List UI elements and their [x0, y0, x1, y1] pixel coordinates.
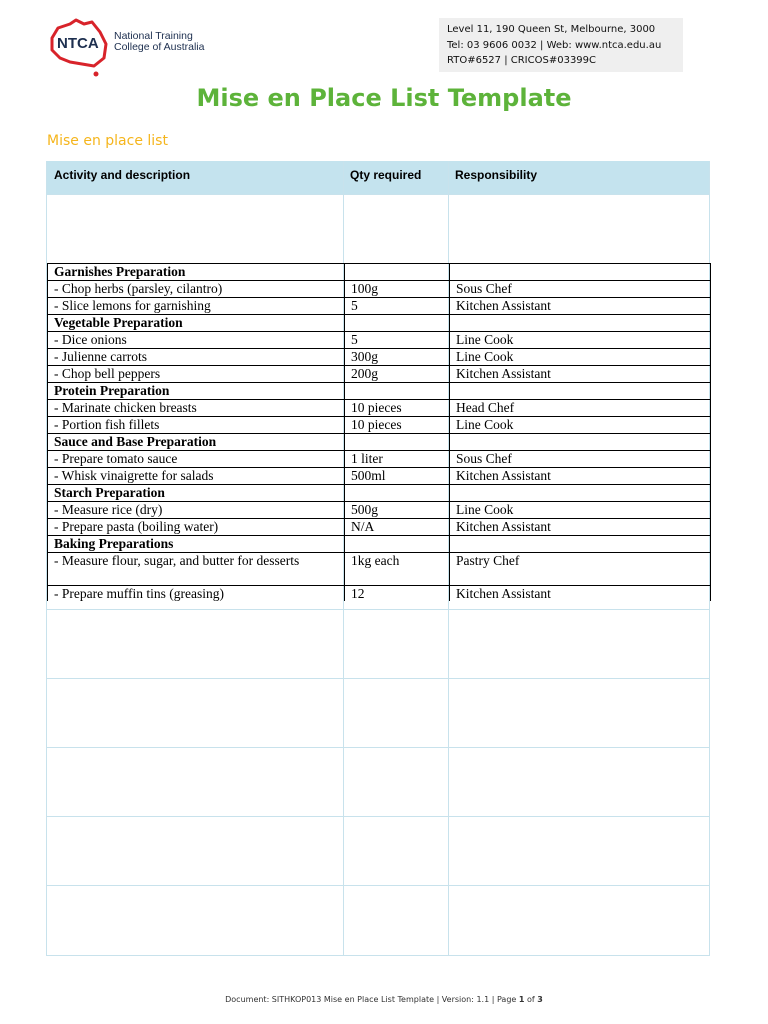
responsibility-cell: Kitchen Assistant — [450, 519, 711, 536]
address-line-3: RTO#6527 | CRICOS#03399C — [447, 55, 597, 66]
qty-cell: 200g — [345, 366, 450, 383]
activity-cell: - Prepare pasta (boiling water) — [48, 519, 345, 536]
responsibility-cell: Line Cook — [450, 417, 711, 434]
footer-page-word: Page — [496, 995, 517, 1004]
table-row — [48, 417, 711, 434]
qty-cell: 300g — [345, 349, 450, 366]
qty-cell: 5 — [345, 298, 450, 315]
responsibility-cell — [450, 536, 711, 553]
section-row — [48, 264, 711, 281]
responsibility-cell: Line Cook — [450, 502, 711, 519]
activity-cell: - Dice onions — [48, 332, 345, 349]
table-row — [48, 553, 711, 586]
qty-cell: 1kg each — [345, 553, 450, 586]
footer-page-total: 3 — [537, 995, 543, 1004]
activity-cell: Garnishes Preparation — [48, 264, 345, 281]
section-row — [48, 536, 711, 553]
table-body — [48, 264, 711, 602]
page-footer — [0, 995, 768, 1004]
logo-mark: NTCA — [57, 35, 99, 52]
responsibility-cell — [450, 264, 711, 281]
activity-cell: Starch Preparation — [48, 485, 345, 502]
qty-cell — [345, 383, 450, 400]
section-row — [48, 383, 711, 400]
table-header — [46, 161, 710, 195]
qty-cell — [345, 434, 450, 451]
logo-line-1: National Training — [114, 30, 193, 42]
address-box — [439, 18, 683, 72]
activity-cell: - Measure flour, sugar, and butter for desserts — [48, 553, 345, 586]
table-row — [48, 502, 711, 519]
page-title: Mise en Place List Template — [196, 84, 572, 112]
footer-document: Document: SITHKOP013 Mise en Place List Template | Version: 1.1 | — [225, 995, 497, 1004]
responsibility-cell: Pastry Chef — [450, 553, 711, 586]
column-header-qty: Qty required — [350, 168, 422, 182]
table-row — [48, 281, 711, 298]
qty-cell: 10 pieces — [345, 400, 450, 417]
grid-line — [46, 955, 710, 956]
responsibility-cell — [450, 485, 711, 502]
activity-cell: Protein Preparation — [48, 383, 345, 400]
logo-text — [114, 31, 204, 53]
responsibility-cell: Sous Chef — [450, 281, 711, 298]
qty-cell: 5 — [345, 332, 450, 349]
qty-cell — [345, 536, 450, 553]
ntca-logo — [48, 18, 220, 80]
grid-line — [46, 194, 710, 195]
responsibility-cell: Kitchen Assistant — [450, 586, 711, 602]
qty-cell: 100g — [345, 281, 450, 298]
table-row — [48, 519, 711, 536]
grid-line — [46, 609, 710, 610]
activity-cell: Vegetable Preparation — [48, 315, 345, 332]
table-row — [48, 332, 711, 349]
activity-cell: - Measure rice (dry) — [48, 502, 345, 519]
responsibility-cell: Head Chef — [450, 400, 711, 417]
section-row — [48, 315, 711, 332]
responsibility-cell: Kitchen Assistant — [450, 298, 711, 315]
logo-line-2: College of Australia — [114, 41, 205, 53]
address-line-2: Tel: 03 9606 0032 | Web: www.ntca.edu.au — [447, 39, 662, 51]
activity-cell: - Prepare muffin tins (greasing) — [48, 586, 345, 602]
activity-cell: Sauce and Base Preparation — [48, 434, 345, 451]
responsibility-cell: Kitchen Assistant — [450, 468, 711, 485]
footer-of-word: of — [527, 995, 535, 1004]
activity-cell: - Chop herbs (parsley, cilantro) — [48, 281, 345, 298]
responsibility-cell: Line Cook — [450, 332, 711, 349]
table-row — [48, 400, 711, 417]
activity-cell: - Chop bell peppers — [48, 366, 345, 383]
table-row — [48, 468, 711, 485]
qty-cell: 12 — [345, 586, 450, 602]
footer-page-number: 1 — [518, 995, 525, 1004]
activity-cell: - Marinate chicken breasts — [48, 400, 345, 417]
qty-cell: 10 pieces — [345, 417, 450, 434]
qty-cell — [345, 315, 450, 332]
qty-cell — [345, 264, 450, 281]
responsibility-cell — [450, 383, 711, 400]
table-row — [48, 298, 711, 315]
qty-cell: 1 liter — [345, 451, 450, 468]
table-row — [48, 451, 711, 468]
responsibility-cell: Sous Chef — [450, 451, 711, 468]
grid-line — [46, 678, 710, 679]
qty-cell: 500g — [345, 502, 450, 519]
activity-cell: - Whisk vinaigrette for salads — [48, 468, 345, 485]
table-row — [48, 349, 711, 366]
address-line-1: Level 11, 190 Queen St, Melbourne, 3000 — [447, 24, 656, 35]
grid-line — [46, 747, 710, 748]
section-row — [48, 485, 711, 502]
qty-cell: 500ml — [345, 468, 450, 485]
responsibility-cell — [450, 434, 711, 451]
responsibility-cell — [450, 315, 711, 332]
column-header-responsibility: Responsibility — [455, 168, 538, 182]
grid-line — [46, 816, 710, 817]
section-row — [48, 434, 711, 451]
column-header-activity: Activity and description — [54, 168, 191, 182]
responsibility-cell: Line Cook — [450, 349, 711, 366]
responsibility-cell: Kitchen Assistant — [450, 366, 711, 383]
activity-cell: Baking Preparations — [48, 536, 345, 553]
mise-en-place-table — [47, 263, 711, 601]
activity-cell: - Portion fish fillets — [48, 417, 345, 434]
qty-cell — [345, 485, 450, 502]
qty-cell: N/A — [345, 519, 450, 536]
grid-line — [46, 885, 710, 886]
activity-cell: - Slice lemons for garnishing — [48, 298, 345, 315]
table-row — [48, 586, 711, 602]
activity-cell: - Julienne carrots — [48, 349, 345, 366]
section-subtitle: Mise en place list — [47, 133, 168, 149]
activity-cell: - Prepare tomato sauce — [48, 451, 345, 468]
table-row — [48, 366, 711, 383]
